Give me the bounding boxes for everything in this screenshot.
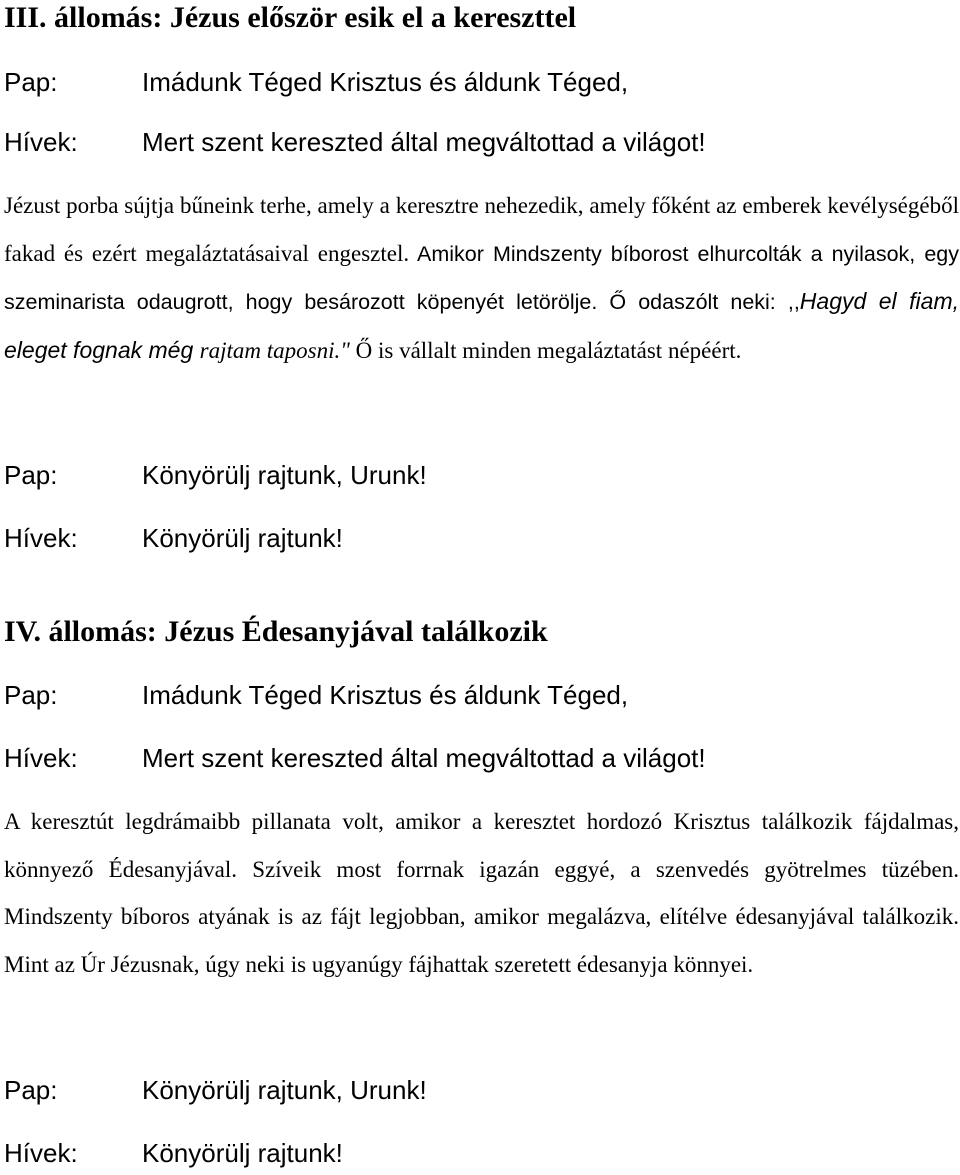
station-3-opening-priest	[4, 62, 628, 102]
meditation-part-1: Jézust porba sújtja bűneink terhe, amely a keresztre nehezedik, amely főként az emberek kevélységéből fakad és ezért megaláztatásaival engesztel.	[4, 193, 959, 266]
response-text: Könyörülj rajtunk!	[142, 523, 343, 553]
station-3-title: III. állomás: Jézus először esik el a kereszttel	[4, 1, 577, 34]
speaker-label: Hívek:	[4, 127, 78, 157]
speaker-label: Pap:	[4, 67, 58, 97]
station-3-opening-faithful	[4, 122, 706, 162]
station-3-meditation	[4, 182, 959, 374]
response-text: Imádunk Téged Krisztus és áldunk Téged,	[142, 67, 629, 97]
speaker-label: Pap:	[4, 460, 58, 490]
quote-part-2: rajtam taposni."	[199, 337, 350, 363]
station-3-closing-priest	[4, 455, 427, 495]
response-text: Könyörülj rajtunk!	[142, 1138, 343, 1168]
speaker-label: Hívek:	[4, 523, 78, 553]
station-4-opening-priest	[4, 675, 628, 715]
meditation-part-3: Ő is vállalt minden megaláztatást népéért.	[349, 337, 742, 363]
station-3-closing-faithful	[4, 518, 343, 558]
speaker-label: Pap:	[4, 680, 58, 710]
speaker-label: Pap:	[4, 1075, 58, 1105]
speaker-label: Hívek:	[4, 743, 78, 773]
speaker-label: Hívek:	[4, 1138, 78, 1168]
response-text: Mert szent kereszted által megváltottad a világot!	[142, 127, 706, 157]
response-text: Mert szent kereszted által megváltottad a világot!	[142, 743, 706, 773]
response-text: Imádunk Téged Krisztus és áldunk Téged,	[142, 680, 629, 710]
station-4-meditation: A keresztút legdrámaibb pillanata volt, amikor a keresztet hordozó Krisztus találkozik fájdalmas, könnyező Édesanyjával. Szíveik most forrnak igazán eggyé, a szenvedés gyötrelmes tüzében. Mindszenty bíboros atyának is az fájt legjobban, amikor megalázva, elítélve édesanyjával találkozik. Mint az Úr Jézusnak, úgy neki is ugyanúgy fájhattak szeretett édesanyja könnyei.	[4, 809, 959, 977]
quote-part-1: Hagyd el fiam, eleget fognak még	[4, 288, 959, 363]
response-text: Könyörülj rajtunk, Urunk!	[142, 1075, 427, 1105]
response-text: Könyörülj rajtunk, Urunk!	[142, 460, 427, 490]
station-4-opening-faithful	[4, 738, 706, 778]
station-4-closing-priest	[4, 1070, 427, 1110]
station-4-closing-faithful	[4, 1133, 343, 1173]
station-4-title: IV. állomás: Jézus Édesanyjával találkozik	[4, 615, 548, 648]
meditation-part-2: Amikor Mindszenty bíborost elhurcolták a nyilasok, egy szeminarista odaugrott, hogy besározott köpenyét letörölje. Ő odaszólt neki: ,,	[4, 241, 959, 314]
